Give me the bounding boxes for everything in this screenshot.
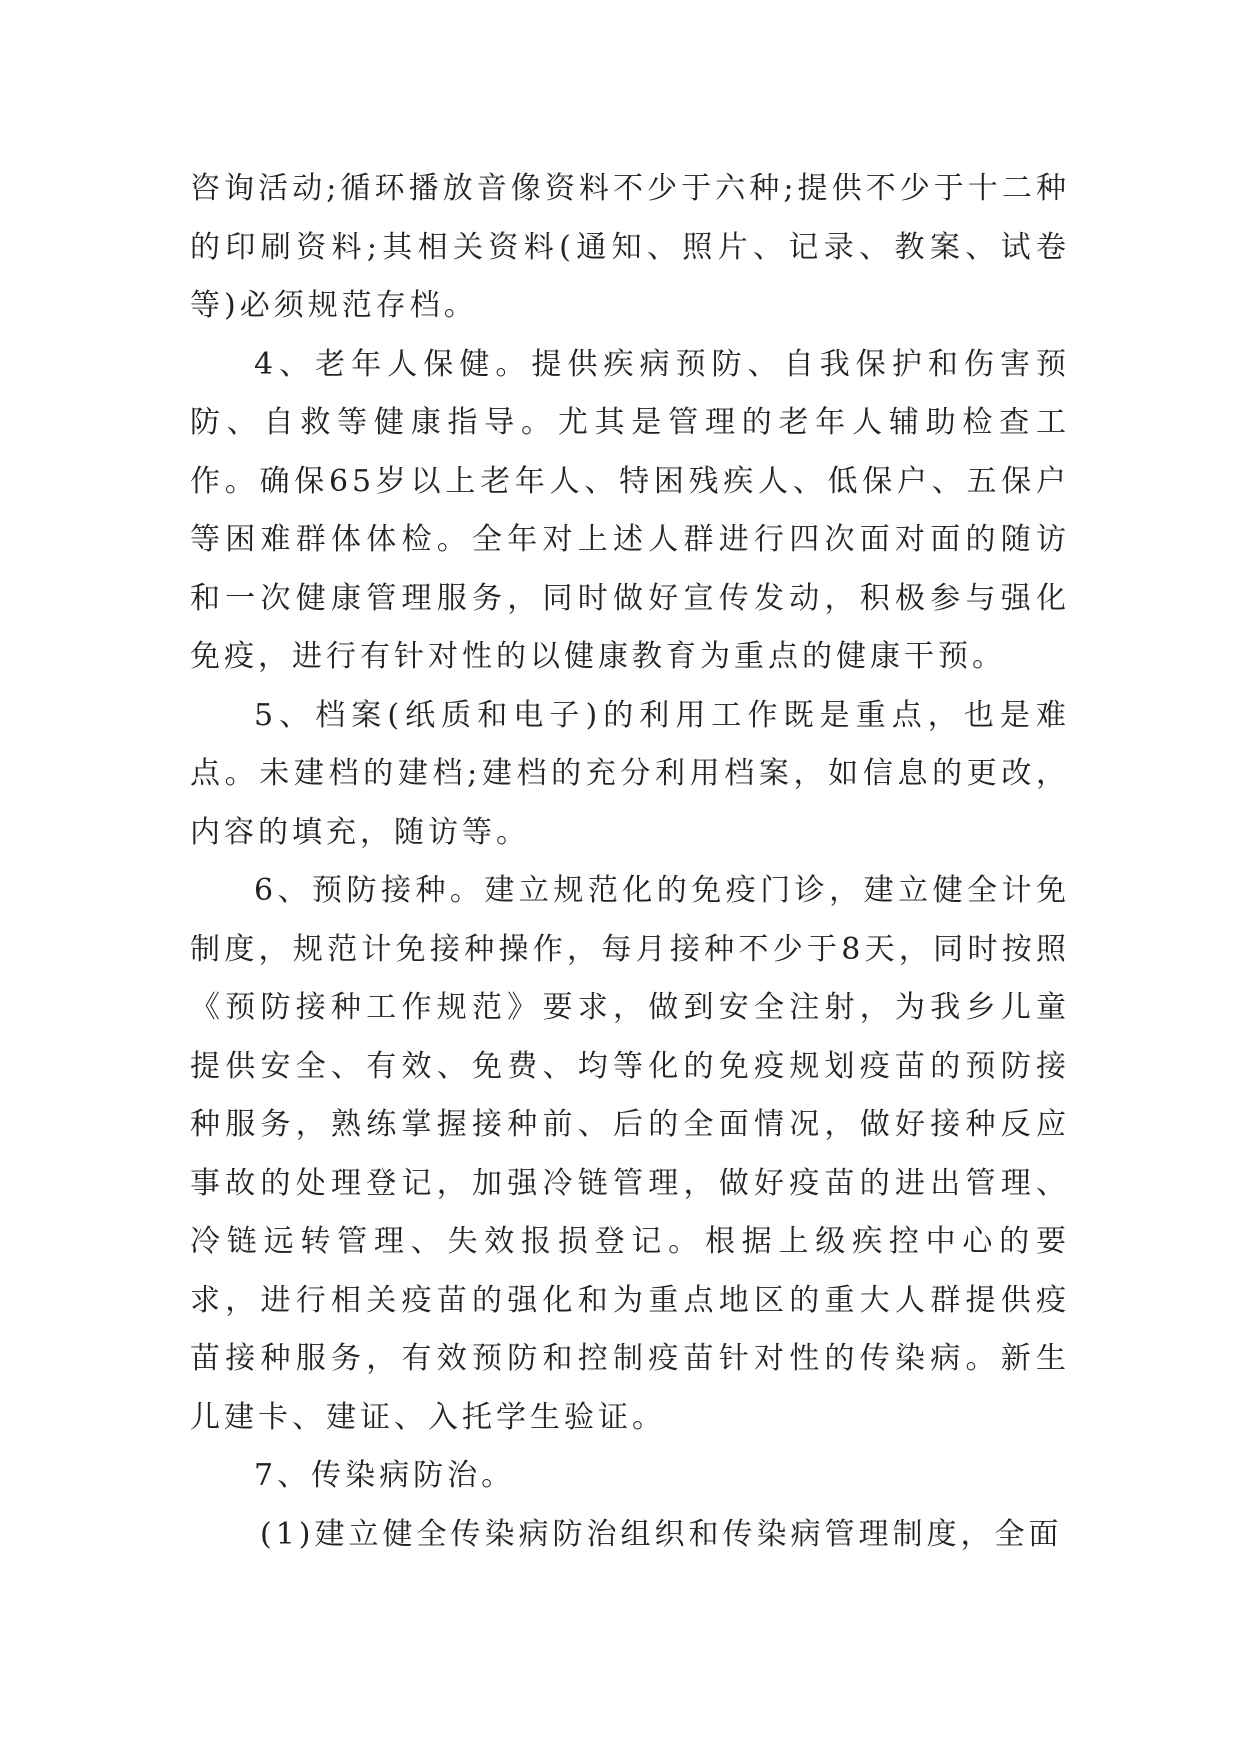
paragraph-archives: 5、档案(纸质和电子)的利用工作既是重点，也是难点。未建档的建档;建档的充分利用档案，如信息的更改，内容的填充，随访等。	[190, 697, 1070, 850]
document-page	[190, 160, 1070, 1564]
paragraph-elderly-care: 4、老年人保健。提供疾病预防、自我保护和伤害预防、自救等健康指导。尤其是管理的老年人辅助检查工作。确保65岁以上老年人、特困残疾人、低保户、五保户等困难群体体检。全年对上述人群进行四次面对面的随访和一次健康管理服务，同时做好宣传发动，积极参与强化免疫，进行有针对性的以健康教育为重点的健康干预。	[190, 346, 1070, 674]
paragraph-continuation: 咨询活动;循环播放音像资料不少于六种;提供不少于十二种的印刷资料;其相关资料(通知、照片、记录、教案、试卷等)必须规范存档。	[190, 171, 1070, 323]
paragraph-infectious-disease-item-1: (1)建立健全传染病防治组织和传染病管理制度，全面	[260, 1516, 1063, 1552]
paragraph-vaccination: 6、预防接种。建立规范化的免疫门诊，建立健全计免制度，规范计免接种操作，每月接种不少于8天，同时按照《预防接种工作规范》要求，做到安全注射，为我乡儿童提供安全、有效、免费、均等化的免疫规划疫苗的预防接种服务，熟练掌握接种前、后的全面情况，做好接种反应事故的处理登记，加强冷链管理，做好疫苗的进出管理、冷链远转管理、失效报损登记。根据上级疾控中心的要求，进行相关疫苗的强化和为重点地区的重大人群提供疫苗接种服务，有效预防和控制疫苗针对性的传染病。新生儿建卡、建证、入托学生验证。	[190, 873, 1070, 1435]
paragraph-infectious-disease-heading: 7、传染病防治。	[254, 1458, 516, 1493]
